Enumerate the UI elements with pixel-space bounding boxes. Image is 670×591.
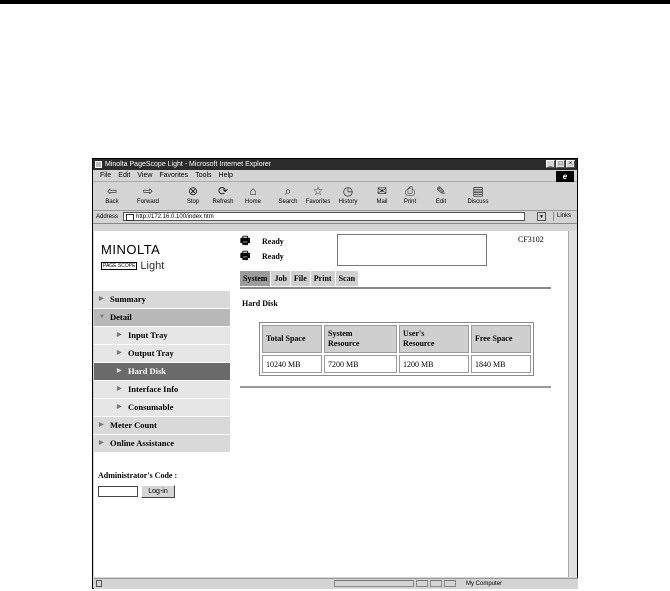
browser-toolbar (93, 182, 577, 211)
menu-bar (93, 170, 577, 182)
pagescope-logo (101, 260, 164, 272)
header-line: Resource (328, 339, 360, 348)
nav-interface-info[interactable] (94, 381, 230, 398)
nav-meter-count[interactable] (94, 417, 230, 434)
edit-button[interactable] (426, 184, 456, 205)
pagescope-box: PAGE SCOPE (103, 263, 136, 269)
favorites-icon: ☆ (312, 184, 324, 198)
discuss-button[interactable] (463, 184, 493, 205)
nav-input-tray[interactable] (94, 327, 230, 344)
maximize-button[interactable]: □ (556, 160, 565, 168)
nav-detail[interactable] (94, 309, 230, 326)
tab-system[interactable]: System (240, 271, 270, 286)
col-free-space: Free Space (471, 325, 531, 353)
tab-bar (240, 271, 358, 286)
nav-label: Summary (110, 294, 146, 304)
address-dropdown-button[interactable]: ▼ (537, 212, 546, 221)
tab-scan[interactable]: Scan (336, 271, 358, 286)
minimize-button[interactable]: _ (546, 160, 555, 168)
stop-button[interactable] (178, 184, 208, 205)
browser-status-bar (94, 578, 578, 589)
home-label: Home (244, 199, 261, 205)
tab-file[interactable]: File (291, 271, 310, 286)
history-label: History (338, 199, 358, 205)
print-button[interactable] (395, 184, 425, 205)
address-input[interactable] (123, 212, 525, 221)
refresh-label: Refresh (212, 199, 234, 205)
menu-view[interactable]: View (137, 172, 153, 179)
triangle-right-icon: ▶ (117, 368, 122, 374)
col-system-resource (324, 325, 397, 353)
home-button[interactable] (238, 184, 268, 205)
edit-label: Edit (435, 199, 447, 205)
window-titlebar (93, 159, 577, 170)
stop-label: Stop (186, 199, 200, 205)
forward-button[interactable] (133, 184, 163, 205)
discuss-icon: ▤ (472, 184, 484, 198)
triangle-right-icon: ▶ (99, 422, 104, 428)
nav-label: Detail (110, 312, 132, 322)
menu-help[interactable]: Help (218, 172, 233, 179)
back-label: Back (105, 199, 119, 205)
security-zone: My Computer (466, 581, 503, 587)
admin-code-label: Administrator's Code : (98, 471, 178, 480)
nav-label: Online Assistance (110, 438, 174, 448)
printer-icon: 🖶 (240, 250, 251, 262)
search-button[interactable] (273, 184, 303, 205)
table-header-row (262, 325, 531, 353)
print-label: Print (403, 199, 417, 205)
model-name: CF3102 (518, 235, 544, 244)
address-label: Address (96, 214, 119, 220)
table-row (262, 355, 531, 373)
cell-total-space: 10240 MB (262, 355, 322, 373)
menu-edit[interactable]: Edit (118, 172, 131, 179)
nav-label: Hard Disk (128, 366, 167, 376)
status-segment (430, 580, 442, 587)
nav-summary[interactable] (94, 291, 230, 308)
refresh-button[interactable] (208, 184, 238, 205)
nav-hard-disk[interactable] (94, 363, 230, 380)
col-users-resource (399, 325, 469, 353)
menu-file[interactable]: File (100, 172, 112, 179)
home-icon: ⌂ (249, 184, 257, 198)
nav-label: Input Tray (128, 330, 168, 340)
triangle-down-icon: ▼ (99, 314, 105, 320)
tab-print[interactable]: Print (311, 271, 335, 286)
header-line: User's (403, 329, 425, 338)
address-value: http://172.16.0.100/index.htm (136, 214, 214, 220)
page-status-icon (96, 580, 102, 587)
back-arrow-icon: ⇦ (106, 184, 118, 198)
mail-button[interactable] (367, 184, 397, 205)
forward-label: Forward (136, 199, 159, 205)
page-icon (126, 214, 134, 221)
back-button[interactable] (97, 184, 127, 205)
forward-arrow-icon: ⇨ (142, 184, 154, 198)
col-total-space: Total Space (262, 325, 322, 353)
side-nav (94, 291, 230, 453)
triangle-right-icon: ▶ (99, 296, 104, 302)
favorites-button[interactable] (303, 184, 333, 205)
admin-code-input[interactable] (98, 486, 138, 497)
header-line: System (328, 329, 353, 338)
hard-disk-table (259, 322, 534, 376)
browser-window (92, 158, 578, 589)
section-title: Hard Disk (242, 299, 278, 308)
mail-label: Mail (376, 199, 388, 205)
triangle-right-icon: ▶ (117, 386, 122, 392)
history-button[interactable] (333, 184, 363, 205)
edit-icon: ✎ (435, 184, 447, 198)
logo-brand: MINOLTA (101, 242, 161, 257)
nav-label: Output Tray (128, 348, 174, 358)
window-title: Minolta PageScope Light - Microsoft Internet Explorer (105, 161, 272, 168)
mail-icon: ✉ (376, 184, 388, 198)
vertical-scrollbar[interactable] (568, 231, 577, 577)
close-button[interactable]: × (566, 160, 575, 168)
tab-job[interactable]: Job (271, 271, 289, 286)
history-icon: ◷ (342, 184, 354, 198)
cell-free-space: 1840 MB (471, 355, 531, 373)
header-line: Resource (403, 339, 435, 348)
top-rule (0, 0, 670, 4)
address-bar (93, 211, 577, 224)
cell-system-resource: 7200 MB (324, 355, 397, 373)
triangle-right-icon: ▶ (99, 440, 104, 446)
menu-tools[interactable]: Tools (195, 172, 212, 179)
login-button[interactable]: Log-in (141, 485, 175, 498)
nav-output-tray[interactable] (94, 345, 230, 362)
status-segment (444, 580, 456, 587)
ie-throbber-icon: e (556, 171, 574, 182)
status-text-2: Ready (262, 252, 284, 261)
menu-favorites[interactable]: Favorites (159, 172, 189, 179)
content-divider (240, 386, 551, 388)
nav-label: Meter Count (110, 420, 157, 430)
triangle-right-icon: ▶ (117, 404, 122, 410)
cell-users-resource: 1200 MB (399, 355, 469, 373)
search-label: Search (278, 199, 298, 205)
print-icon: ⎙ (405, 184, 415, 198)
printer-icon: 🖶 (240, 235, 251, 247)
message-box (337, 234, 487, 266)
printer-status (240, 234, 284, 264)
logo-light: Light (140, 260, 165, 272)
triangle-right-icon: ▶ (117, 332, 122, 338)
status-segment (334, 580, 414, 587)
nav-online-assistance[interactable] (94, 435, 230, 452)
triangle-right-icon: ▶ (117, 350, 122, 356)
status-segment (416, 580, 428, 587)
minolta-logo (101, 242, 164, 272)
search-icon: ⌕ (284, 184, 292, 198)
stop-icon: ⊗ (187, 184, 199, 198)
ie-app-icon (95, 161, 102, 168)
window-controls (546, 160, 575, 168)
links-button[interactable]: Links (553, 212, 571, 221)
refresh-icon: ⟳ (217, 184, 229, 198)
discuss-label: Discuss (467, 199, 489, 205)
nav-label: Interface Info (128, 384, 179, 394)
nav-consumable[interactable] (94, 399, 230, 416)
tab-underline (240, 287, 551, 289)
favorites-label: Favorites (305, 199, 331, 205)
nav-label: Consumable (128, 402, 174, 412)
page-content (94, 231, 568, 577)
status-text-1: Ready (262, 237, 284, 246)
